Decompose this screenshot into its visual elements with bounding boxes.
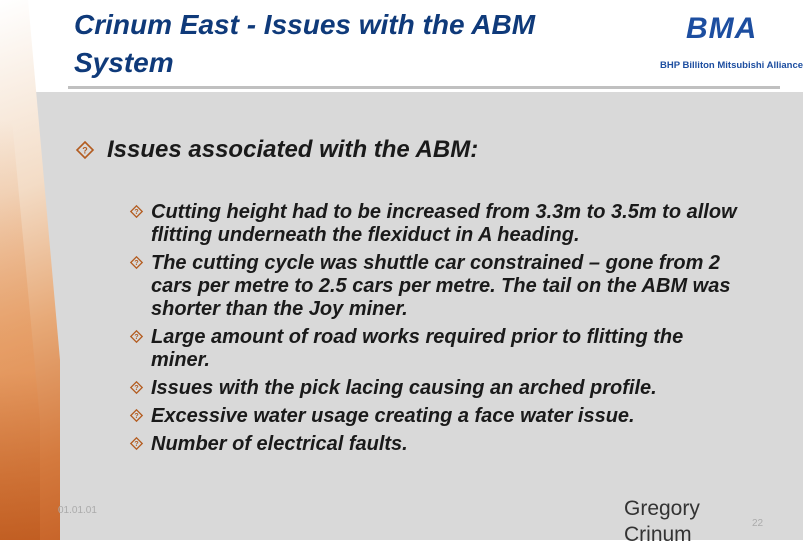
- list-item: [130, 252, 750, 321]
- slide-number: 22: [752, 518, 764, 529]
- svg-text:?: ?: [134, 385, 139, 393]
- list-item: [130, 377, 750, 400]
- list-item-text: Excessive water usage creating a face water issue.: [151, 405, 635, 427]
- main-bullet-text: Issues associated with the ABM:: [107, 136, 479, 163]
- slide-title: Crinum East - Issues with the ABM System: [74, 9, 536, 78]
- list-item: [130, 433, 750, 456]
- svg-text:?: ?: [82, 145, 88, 156]
- list-item: [130, 326, 750, 372]
- overlay-caption: Gregory Crinum: [624, 497, 700, 546]
- diamond-bullet-icon: [130, 330, 143, 343]
- list-item-text: Large amount of road works required prior to flitting the miner.: [151, 326, 684, 371]
- diamond-bullet-icon: [76, 141, 94, 159]
- diamond-bullet-icon: [130, 205, 143, 218]
- svg-text:?: ?: [134, 441, 139, 449]
- list-item-text: Issues with the pick lacing causing an arched profile.: [151, 377, 657, 399]
- list-item-text: Number of electrical faults.: [151, 433, 408, 455]
- header-divider: [68, 86, 780, 89]
- list-item: [130, 201, 750, 247]
- logo-subtitle: BHP Billiton Mitsubishi Alliance: [660, 60, 803, 71]
- diamond-bullet-icon: [130, 409, 143, 422]
- diamond-bullet-icon: [130, 381, 143, 394]
- bma-logo: [660, 8, 803, 78]
- svg-text:?: ?: [134, 260, 139, 268]
- diamond-bullet-icon: [130, 437, 143, 450]
- main-bullet: [76, 136, 736, 164]
- svg-text:?: ?: [134, 334, 139, 342]
- list-item: [130, 405, 750, 428]
- svg-text:?: ?: [134, 209, 139, 217]
- list-item-text: The cutting cycle was shuttle car constrained – gone from 2 cars per metre to 2.5 cars per metre. The tail on the ABM was shorter than the Joy miner.: [151, 252, 731, 320]
- footer-date: 01.01.01: [58, 505, 97, 516]
- list-item-text: Cutting height had to be increased from 3.3m to 3.5m to allow flitting underneath the flexiduct in A heading.: [151, 201, 737, 246]
- logo-mark: BMA: [686, 12, 758, 45]
- diamond-bullet-icon: [130, 256, 143, 269]
- svg-text:?: ?: [134, 413, 139, 421]
- sub-bullet-list: [130, 201, 750, 461]
